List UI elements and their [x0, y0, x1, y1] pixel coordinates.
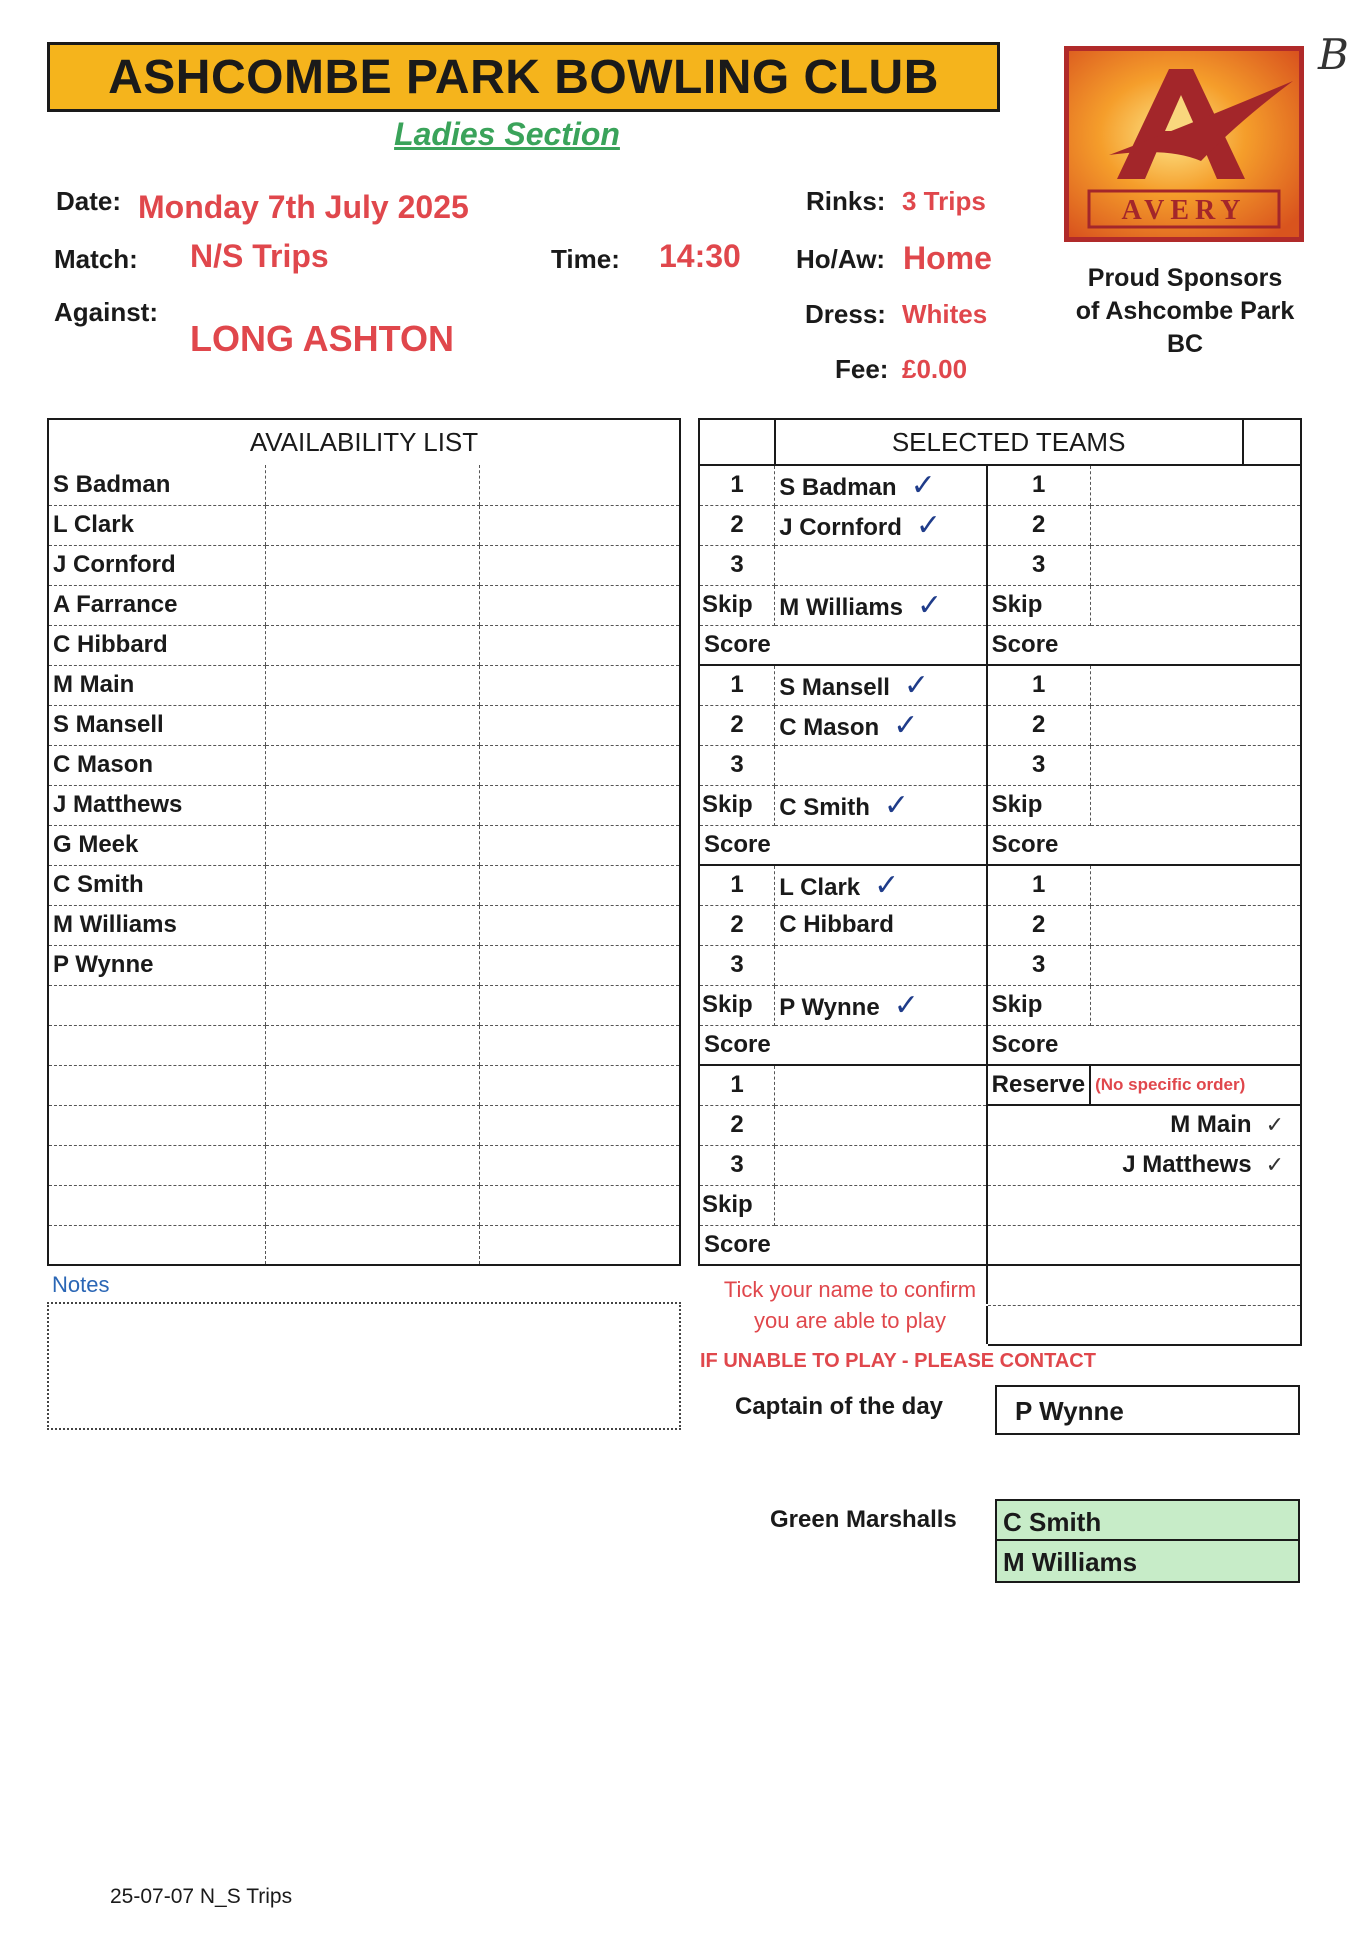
availability-cell[interactable]	[266, 1185, 480, 1225]
availability-cell[interactable]	[480, 905, 680, 945]
availability-cell[interactable]	[480, 665, 680, 705]
availability-cell[interactable]	[266, 625, 480, 665]
availability-cell[interactable]	[266, 865, 480, 905]
availability-cell[interactable]	[480, 745, 680, 785]
team-4-p2-name[interactable]	[775, 1105, 987, 1145]
reserve-blank[interactable]	[987, 1305, 1301, 1345]
team-4-score-value[interactable]	[775, 1225, 987, 1265]
availability-row	[48, 1105, 680, 1145]
availability-row	[48, 1185, 680, 1225]
availability-row	[48, 545, 680, 585]
sponsor-line-2: of Ashcombe Park	[1075, 297, 1295, 325]
opponent-1-p2-label: 2	[987, 505, 1090, 545]
availability-cell[interactable]	[266, 1225, 480, 1265]
opponent-3-p2-label: 2	[987, 905, 1090, 945]
team-2-score-value[interactable]	[775, 825, 987, 865]
availability-row	[48, 505, 680, 545]
team-3-p2-name[interactable]	[775, 905, 987, 945]
sponsor-line-3: BC	[1166, 330, 1204, 358]
check-mark-icon: ✓	[874, 867, 900, 903]
check-mark-icon: ✓	[903, 667, 930, 703]
team-2-skip-name[interactable]	[775, 785, 987, 825]
team-1-row	[699, 625, 1301, 665]
team-2-row	[699, 785, 1301, 825]
time-value: 14:30	[659, 238, 741, 274]
document-footer: 25-07-07 N_S Trips	[110, 1885, 293, 1908]
opponent-1-p3-label: 3	[987, 545, 1090, 585]
team-1-p1-label: 1	[699, 465, 775, 505]
availability-row	[48, 865, 680, 905]
availability-row	[48, 665, 680, 705]
team-1-p2-name[interactable]	[775, 505, 987, 545]
captain-value: P Wynne	[995, 1385, 1300, 1435]
check-mark-icon: ✓	[883, 787, 910, 823]
notes-label: Notes	[52, 1272, 110, 1297]
date-value: Monday 7th July 2025	[138, 189, 469, 225]
availability-name: S Badman	[48, 465, 266, 505]
availability-cell[interactable]	[266, 1025, 480, 1065]
rinks-label: Rinks:	[806, 186, 886, 216]
team-2-skip-label: Skip	[699, 785, 775, 825]
availability-name	[48, 1105, 266, 1145]
availability-cell[interactable]	[266, 545, 480, 585]
team-1-score-value[interactable]	[775, 625, 987, 665]
team-4-p3-name[interactable]	[775, 1145, 987, 1185]
team-1-row	[699, 545, 1301, 585]
logo-text: AVERY	[1121, 195, 1247, 226]
player-name: C Mason	[779, 713, 880, 741]
time-label: Time:	[551, 244, 620, 274]
team-3-p3-name[interactable]	[775, 945, 987, 985]
availability-name: S Mansell	[48, 705, 266, 745]
team-2-p1-label: 1	[699, 665, 775, 705]
availability-cell[interactable]	[266, 505, 480, 545]
availability-name	[48, 1185, 266, 1225]
opponent-3-p1-value[interactable]	[1090, 865, 1301, 905]
availability-cell[interactable]	[480, 825, 680, 865]
team-2-p3-label: 3	[699, 745, 775, 785]
dress-label: Dress:	[805, 299, 886, 329]
against-label: Against:	[54, 297, 158, 327]
notes-box[interactable]	[47, 1302, 681, 1430]
opponent-3-p3-value[interactable]	[1090, 945, 1301, 985]
availability-cell[interactable]	[266, 1105, 480, 1145]
availability-cell[interactable]	[480, 1105, 680, 1145]
team-2-row	[699, 665, 1301, 705]
selected-header-row	[699, 419, 1301, 465]
player-name: C Hibbard	[779, 911, 894, 938]
unable-to-play-notice: IF UNABLE TO PLAY - PLEASE CONTACT	[700, 1350, 1096, 1372]
availability-cell[interactable]	[480, 785, 680, 825]
availability-row	[48, 625, 680, 665]
opponent-3-skip-label: Skip	[987, 985, 1090, 1025]
fee-value: £0.00	[902, 354, 968, 384]
check-mark-icon: ✓	[915, 507, 942, 543]
availability-cell[interactable]	[480, 945, 680, 985]
availability-cell[interactable]	[480, 545, 680, 585]
team-3-score-label: Score	[699, 1025, 775, 1065]
tick-instruction-line-1: Tick your name to confirm	[723, 1277, 977, 1302]
green-marshall-1: C Smith	[997, 1501, 1298, 1541]
reserve-name: J Matthews	[1122, 1151, 1252, 1178]
availability-cell[interactable]	[480, 705, 680, 745]
opponent-2-p1-value[interactable]	[1090, 665, 1301, 705]
player-name: S Mansell	[779, 673, 890, 701]
availability-name: A Farrance	[48, 585, 266, 625]
team-2-p2-label: 2	[699, 705, 775, 745]
availability-name	[48, 985, 266, 1025]
team-3-score-value[interactable]	[775, 1025, 987, 1065]
opponent-1-score-label: Score	[987, 625, 1090, 665]
availability-name: C Smith	[48, 865, 266, 905]
player-name: S Badman	[779, 473, 897, 501]
availability-name: P Wynne	[48, 945, 266, 985]
team-1-row	[699, 465, 1301, 505]
opponent-2-skip-label: Skip	[987, 785, 1090, 825]
availability-title: AVAILABILITY LIST	[249, 427, 479, 457]
availability-row	[48, 1065, 680, 1105]
player-name: C Smith	[779, 793, 870, 821]
check-mark-icon: ✓	[1265, 1153, 1284, 1178]
team-3-p3-label: 3	[699, 945, 775, 985]
player-name: M Williams	[779, 593, 904, 621]
availability-cell[interactable]	[480, 585, 680, 625]
team-3-row	[699, 985, 1301, 1025]
selected-header-right	[1243, 419, 1301, 465]
team-4-p1-label: 1	[699, 1065, 775, 1105]
availability-name: C Mason	[48, 745, 266, 785]
tick-instruction	[700, 1274, 1000, 1336]
opponent-1-score-value[interactable]	[1090, 625, 1301, 665]
team-1-row	[699, 505, 1301, 545]
availability-row	[48, 825, 680, 865]
availability-name	[48, 1065, 266, 1105]
team-4-row	[699, 1145, 1301, 1185]
availability-name: M Williams	[48, 905, 266, 945]
availability-cell[interactable]	[480, 1025, 680, 1065]
check-mark-icon: ✓	[1265, 1113, 1284, 1139]
availability-name: L Clark	[48, 505, 266, 545]
team-4-skip-name[interactable]	[775, 1185, 987, 1225]
availability-cell[interactable]	[480, 1065, 680, 1105]
team-1-p2-label: 2	[699, 505, 775, 545]
opponent-3-p3-label: 3	[987, 945, 1090, 985]
availability-row	[48, 585, 680, 625]
reserve-label: Reserve	[987, 1065, 1090, 1105]
player-name: P Wynne	[779, 993, 880, 1021]
availability-cell[interactable]	[266, 665, 480, 705]
match-label: Match:	[54, 244, 138, 274]
team-4-score-label: Score	[699, 1225, 775, 1265]
availability-list-table	[47, 418, 681, 1266]
team-3-p1-name[interactable]	[775, 865, 987, 905]
availability-cell[interactable]	[266, 785, 480, 825]
opponent-1-p1-value[interactable]	[1090, 465, 1301, 505]
team-2-p3-name[interactable]	[775, 745, 987, 785]
sponsor-line-1: Proud Sponsors	[1087, 264, 1283, 292]
team-3-p2-label: 2	[699, 905, 775, 945]
reserve-name: M Main	[1170, 1111, 1252, 1139]
team-2-row	[699, 705, 1301, 745]
opponent-2-score-label: Score	[987, 825, 1090, 865]
opponent-1-skip-value[interactable]	[1090, 585, 1301, 625]
fee-label: Fee:	[835, 354, 889, 384]
avery-sponsor-logo	[1064, 46, 1304, 242]
availability-row	[48, 985, 680, 1025]
team-4-p1-name[interactable]	[775, 1065, 987, 1105]
rinks-value: 3 Trips	[902, 186, 986, 216]
team-4-p2-label: 2	[699, 1105, 775, 1145]
dress-value: Whites	[902, 299, 988, 329]
team-4-row	[699, 1185, 1301, 1225]
availability-cell[interactable]	[480, 865, 680, 905]
opponent-2-p2-label: 2	[987, 705, 1090, 745]
availability-row	[48, 1225, 680, 1265]
opponent-1-p2-value[interactable]	[1090, 505, 1301, 545]
reserve-blank[interactable]	[987, 1185, 1301, 1225]
availability-cell[interactable]	[480, 505, 680, 545]
hoaw-value: Home	[903, 240, 992, 276]
avery-logo-graphic	[1069, 51, 1299, 237]
reserve-player[interactable]	[987, 1145, 1301, 1185]
availability-cell[interactable]	[480, 1145, 680, 1185]
team-1-skip-label: Skip	[699, 585, 775, 625]
availability-cell[interactable]	[480, 1185, 680, 1225]
opponent-3-p1-label: 1	[987, 865, 1090, 905]
team-4-skip-label: Skip	[699, 1185, 775, 1225]
selected-teams-table	[698, 418, 1302, 1346]
opponent-3-score-value[interactable]	[1090, 1025, 1301, 1065]
availability-cell[interactable]	[266, 985, 480, 1025]
availability-row	[48, 745, 680, 785]
availability-cell[interactable]	[266, 705, 480, 745]
opponent-3-skip-value[interactable]	[1090, 985, 1301, 1025]
reserve-blank[interactable]	[987, 1225, 1301, 1265]
green-marshall-2: M Williams	[1003, 1547, 1138, 1577]
opponent-1-skip-label: Skip	[987, 585, 1090, 625]
team-4-row	[699, 1225, 1301, 1265]
availability-name: G Meek	[48, 825, 266, 865]
availability-cell[interactable]	[266, 1145, 480, 1185]
team-3-row	[699, 945, 1301, 985]
selected-title: SELECTED TEAMS	[775, 419, 1243, 465]
team-1-p3-label: 3	[699, 545, 775, 585]
team-3-skip-name[interactable]	[775, 985, 987, 1025]
team-2-score-label: Score	[699, 825, 775, 865]
opponent-2-p3-value[interactable]	[1090, 745, 1301, 785]
availability-cell[interactable]	[480, 985, 680, 1025]
availability-cell[interactable]	[266, 745, 480, 785]
team-3-row	[699, 1025, 1301, 1065]
availability-cell[interactable]	[266, 465, 480, 505]
availability-name: M Main	[48, 665, 266, 705]
team-4-row	[699, 1065, 1301, 1105]
check-mark-icon: ✓	[910, 467, 936, 503]
player-name: L Clark	[779, 873, 861, 901]
opponent-2-p3-label: 3	[987, 745, 1090, 785]
club-name: ASHCOMBE PARK BOWLING CLUB	[108, 50, 939, 104]
date-label: Date:	[56, 186, 122, 216]
team-3-skip-label: Skip	[699, 985, 775, 1025]
reserve-note: (No specific order)	[1090, 1065, 1301, 1105]
opponent-1-p3-value[interactable]	[1090, 545, 1301, 585]
availability-name: J Cornford	[48, 545, 266, 585]
sponsor-caption	[1060, 262, 1310, 361]
availability-cell[interactable]	[266, 585, 480, 625]
team-3-p1-label: 1	[699, 865, 775, 905]
availability-name	[48, 1225, 266, 1265]
tick-instruction-line-2: you are able to play	[753, 1308, 947, 1333]
availability-cell[interactable]	[480, 625, 680, 665]
green-marshalls-box	[995, 1499, 1300, 1583]
availability-row	[48, 705, 680, 745]
availability-name	[48, 1145, 266, 1185]
availability-cell[interactable]	[266, 1065, 480, 1105]
team-1-row	[699, 585, 1301, 625]
team-1-p1-name[interactable]	[775, 465, 987, 505]
check-mark-icon: ✓	[893, 987, 919, 1023]
team-3-row	[699, 905, 1301, 945]
team-2-row	[699, 825, 1301, 865]
opponent-1-p1-label: 1	[987, 465, 1090, 505]
team-1-skip-name[interactable]	[775, 585, 987, 625]
player-name: J Cornford	[779, 513, 902, 541]
availability-name: C Hibbard	[48, 625, 266, 665]
availability-cell[interactable]	[480, 1225, 680, 1265]
captain-label: Captain of the day	[735, 1393, 944, 1420]
availability-row	[48, 1145, 680, 1185]
check-mark-icon: ✓	[893, 707, 919, 743]
team-2-row	[699, 745, 1301, 785]
green-marshalls-label: Green Marshalls	[770, 1506, 957, 1533]
team-1-score-label: Score	[699, 625, 775, 665]
team-2-p1-name[interactable]	[775, 665, 987, 705]
availability-header-row	[48, 419, 680, 465]
team-3-row	[699, 865, 1301, 905]
opponent-2-p2-value[interactable]	[1090, 705, 1301, 745]
availability-row	[48, 1025, 680, 1065]
availability-cell[interactable]	[266, 905, 480, 945]
hoaw-label: Ho/Aw:	[796, 244, 886, 274]
section-subtitle: Ladies Section	[394, 116, 620, 152]
opponent-2-p1-label: 1	[987, 665, 1090, 705]
check-mark-icon: ✓	[917, 587, 943, 623]
availability-cell[interactable]	[266, 825, 480, 865]
opponent-3-score-label: Score	[987, 1025, 1090, 1065]
availability-cell[interactable]	[266, 945, 480, 985]
team-2-p2-name[interactable]	[775, 705, 987, 745]
availability-name	[48, 1025, 266, 1065]
handwritten-mark: B	[1318, 30, 1349, 79]
club-title-banner	[47, 42, 1000, 112]
opponent-2-skip-value[interactable]	[1090, 785, 1301, 825]
reserve-player[interactable]	[987, 1105, 1301, 1145]
availability-row	[48, 785, 680, 825]
availability-row	[48, 945, 680, 985]
match-value: N/S Trips	[190, 238, 329, 274]
team-4-row	[699, 1105, 1301, 1145]
availability-row	[48, 465, 680, 505]
team-4-p3-label: 3	[699, 1145, 775, 1185]
selected-header-left	[699, 419, 775, 465]
against-value: LONG ASHTON	[190, 318, 455, 359]
reserve-blank[interactable]	[987, 1265, 1301, 1305]
availability-cell[interactable]	[480, 465, 680, 505]
opponent-3-p2-value[interactable]	[1090, 905, 1301, 945]
opponent-2-score-value[interactable]	[1090, 825, 1301, 865]
availability-row	[48, 905, 680, 945]
availability-name: J Matthews	[48, 785, 266, 825]
team-1-p3-name[interactable]	[775, 545, 987, 585]
